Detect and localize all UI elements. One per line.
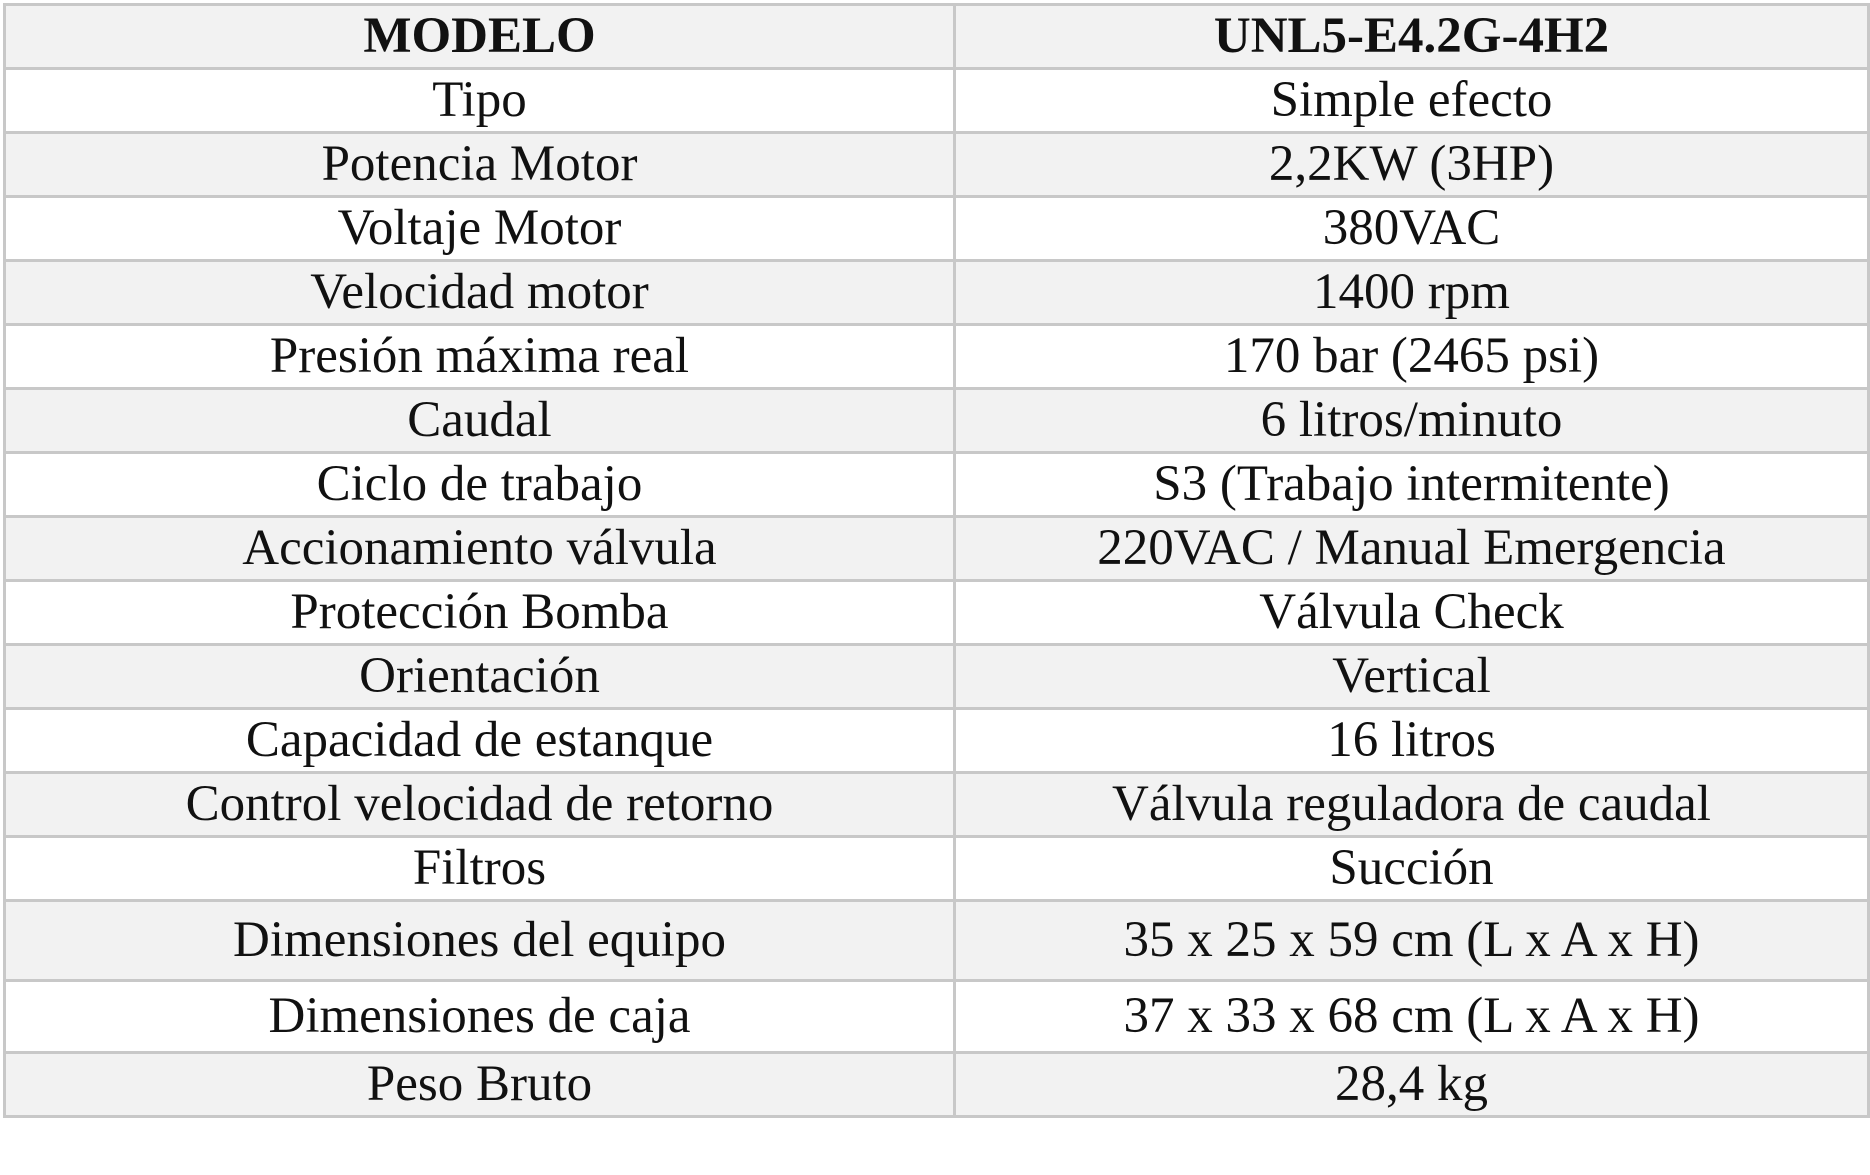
table-row bbox=[5, 581, 1869, 645]
row-value: Válvula reguladora de caudal bbox=[955, 773, 1869, 837]
table-row bbox=[5, 901, 1869, 981]
row-value: 220VAC / Manual Emergencia bbox=[955, 517, 1869, 581]
row-value: 37 x 33 x 68 cm (L x A x H) bbox=[955, 981, 1869, 1053]
row-value: 2,2KW (3HP) bbox=[955, 133, 1869, 197]
row-value: 16 litros bbox=[955, 709, 1869, 773]
row-value: 380VAC bbox=[955, 197, 1869, 261]
row-value: 28,4 kg bbox=[955, 1053, 1869, 1117]
row-label: Protección Bomba bbox=[5, 581, 955, 645]
row-value: Válvula Check bbox=[955, 581, 1869, 645]
table-row bbox=[5, 981, 1869, 1053]
row-value: S3 (Trabajo intermitente) bbox=[955, 453, 1869, 517]
row-label: Filtros bbox=[5, 837, 955, 901]
row-value: Vertical bbox=[955, 645, 1869, 709]
row-label: Ciclo de trabajo bbox=[5, 453, 955, 517]
row-label: Peso Bruto bbox=[5, 1053, 955, 1117]
row-value: 1400 rpm bbox=[955, 261, 1869, 325]
row-value: Simple efecto bbox=[955, 69, 1869, 133]
table-row bbox=[5, 197, 1869, 261]
table-row bbox=[5, 325, 1869, 389]
row-label: Tipo bbox=[5, 69, 955, 133]
table-row bbox=[5, 837, 1869, 901]
row-value: Succión bbox=[955, 837, 1869, 901]
table-body bbox=[5, 69, 1869, 1117]
table-row bbox=[5, 773, 1869, 837]
row-label: Orientación bbox=[5, 645, 955, 709]
header-model-cell: UNL5-E4.2G-4H2 bbox=[955, 5, 1869, 69]
row-label: Control velocidad de retorno bbox=[5, 773, 955, 837]
row-label: Potencia Motor bbox=[5, 133, 955, 197]
row-label: Dimensiones del equipo bbox=[5, 901, 955, 981]
table-row bbox=[5, 709, 1869, 773]
row-value: 35 x 25 x 59 cm (L x A x H) bbox=[955, 901, 1869, 981]
row-label: Presión máxima real bbox=[5, 325, 955, 389]
row-value: 6 litros/minuto bbox=[955, 389, 1869, 453]
row-label: Velocidad motor bbox=[5, 261, 955, 325]
row-label: Voltaje Motor bbox=[5, 197, 955, 261]
row-label: Dimensiones de caja bbox=[5, 981, 955, 1053]
row-label: Caudal bbox=[5, 389, 955, 453]
row-label: Accionamiento válvula bbox=[5, 517, 955, 581]
header-label-cell: MODELO bbox=[5, 5, 955, 69]
table-row bbox=[5, 645, 1869, 709]
header-row bbox=[5, 5, 1869, 69]
row-label: Capacidad de estanque bbox=[5, 709, 955, 773]
table-row bbox=[5, 261, 1869, 325]
table-row bbox=[5, 1053, 1869, 1117]
table-row bbox=[5, 389, 1869, 453]
table-header bbox=[5, 5, 1869, 69]
spec-table bbox=[3, 3, 1870, 1118]
table-row bbox=[5, 453, 1869, 517]
table-row bbox=[5, 69, 1869, 133]
row-value: 170 bar (2465 psi) bbox=[955, 325, 1869, 389]
table-row bbox=[5, 517, 1869, 581]
table-row bbox=[5, 133, 1869, 197]
